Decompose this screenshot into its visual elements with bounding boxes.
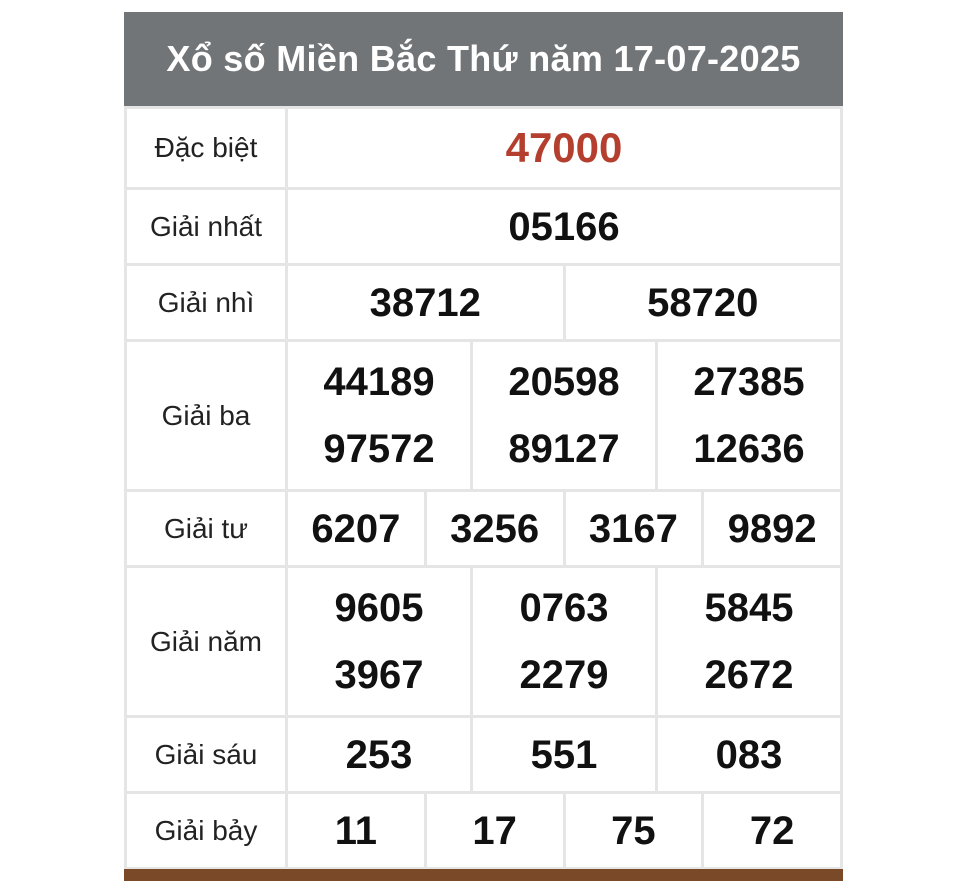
prize-number-cell (566, 794, 702, 867)
prize-number: 083 (715, 732, 783, 777)
prize-number-cell (288, 342, 470, 489)
prize-number: 2672 (704, 653, 794, 698)
prize-number: 44189 (323, 359, 435, 404)
prize-row-sixth (124, 718, 843, 791)
prize-number-cell (288, 568, 470, 715)
table-title: Xổ số Miền Bắc Thứ năm 17-07-2025 (124, 12, 843, 106)
prize-number-cell (427, 794, 563, 867)
prize-number: 75 (611, 808, 656, 853)
prize-label: Giải bảy (127, 794, 285, 867)
prize-number: 5845 (704, 585, 794, 630)
prize-row-special (124, 109, 843, 187)
prize-row-first (124, 190, 843, 263)
prize-row-fourth (124, 492, 843, 565)
prize-number: 12636 (693, 427, 805, 472)
prize-row-fifth (124, 568, 843, 715)
prize-number-cell (288, 492, 424, 565)
prize-label: Đặc biệt (127, 109, 285, 187)
prize-number-cell (288, 794, 424, 867)
prize-label: Giải nhất (127, 190, 285, 263)
prize-number: 551 (530, 732, 598, 777)
prize-number: 97572 (323, 427, 435, 472)
prize-number-cell (288, 718, 470, 791)
prize-number-cell (288, 190, 840, 263)
prize-number-cell (473, 568, 655, 715)
prize-number-cell (473, 718, 655, 791)
prize-number-cell (658, 568, 840, 715)
prize-number: 253 (345, 732, 413, 777)
prize-number: 38712 (369, 280, 481, 325)
prize-number-cell (658, 718, 840, 791)
prize-number: 3167 (588, 506, 678, 551)
prize-number: 9892 (727, 506, 817, 551)
prize-number: 3256 (450, 506, 540, 551)
prize-number-cell (566, 492, 702, 565)
prize-number: 58720 (647, 280, 759, 325)
footer-bar (124, 869, 843, 881)
prize-number: 3967 (334, 653, 424, 698)
prize-number: 17 (472, 808, 517, 853)
prize-number: 6207 (311, 506, 401, 551)
prize-label: Giải sáu (127, 718, 285, 791)
prize-row-third (124, 342, 843, 489)
prize-number: 27385 (693, 359, 805, 404)
prize-number-cell (473, 342, 655, 489)
prize-number-cell (427, 492, 563, 565)
prize-number: 2279 (519, 653, 609, 698)
prize-number: 9605 (334, 585, 424, 630)
prize-number: 89127 (508, 427, 620, 472)
prize-row-seventh (124, 794, 843, 867)
prize-row-second (124, 266, 843, 339)
prize-number-cell (288, 109, 840, 187)
prize-label: Giải tư (127, 492, 285, 565)
prize-number: 05166 (508, 204, 620, 249)
prize-label: Giải ba (127, 342, 285, 489)
prize-number-cell (288, 266, 563, 339)
prize-number-cell (658, 342, 840, 489)
prize-number: 20598 (508, 359, 620, 404)
prize-number: 0763 (519, 585, 609, 630)
prize-label: Giải nhì (127, 266, 285, 339)
prize-number: 11 (334, 808, 378, 853)
prize-number-cell (704, 492, 840, 565)
prize-label: Giải năm (127, 568, 285, 715)
prize-number-cell (566, 266, 841, 339)
prize-number: 72 (749, 808, 795, 853)
lottery-results-table (124, 12, 843, 881)
prize-number-cell (704, 794, 840, 867)
prize-number: 47000 (505, 124, 623, 171)
